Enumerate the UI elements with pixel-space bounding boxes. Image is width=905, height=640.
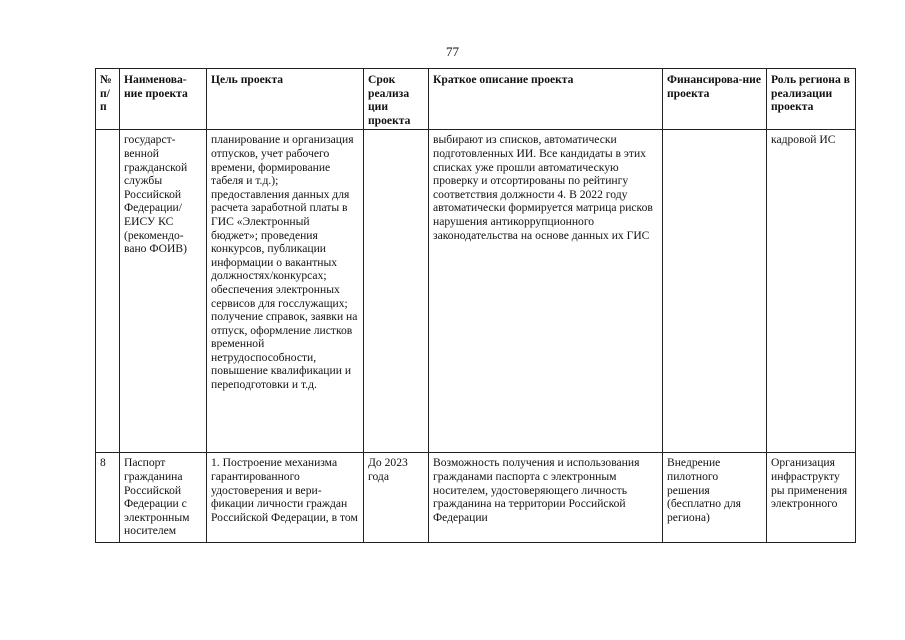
cell-project-term: До 2023 года bbox=[364, 453, 429, 543]
header-project-description: Краткое описание проекта bbox=[429, 69, 663, 130]
cell-number: 8 bbox=[96, 453, 120, 543]
table-header-row bbox=[96, 69, 856, 130]
header-number: № п/ п bbox=[96, 69, 120, 130]
header-project-goal: Цель проекта bbox=[207, 69, 364, 130]
cell-project-goal: 1. Построение механизма гарантированного удостоверения и вери-фикации личности граждан Российской Федерации, в том bbox=[207, 453, 364, 543]
page-number: 77 bbox=[446, 44, 459, 59]
header-region-role: Роль региона в реализации проекта bbox=[767, 69, 856, 130]
cell-project-goal: планирование и организация отпусков, учет рабочего времени, формирование табеля и т.д.); предоставления данных для расчета заработной платы в ГИС «Электронный бюджет»; проведения конкурсов, публикации информации о вакантных должностях/конкурсах; обеспечения электронных сервисов для госслужащих; получение справок, заявки на отпуск, оформление листков временной нетрудоспособности, повышение квалификации и переподготовки и т.д. bbox=[207, 130, 364, 453]
cell-project-description: выбирают из списков, автоматически подготовленных ИИ. Все кандидаты в этих списках уже прошли автоматическую проверку и отсортированы по рейтингу соответствия должности 4. В 2022 году автоматически формируется матрица рисков нарушения антикоррупционного законодательства на основе данных их ГИС bbox=[429, 130, 663, 453]
header-project-name: Наименова-ние проекта bbox=[120, 69, 207, 130]
table-row bbox=[96, 453, 856, 543]
header-project-financing: Финансирова-ние проекта bbox=[663, 69, 767, 130]
projects-table bbox=[95, 68, 856, 543]
cell-project-financing: Внедрение пилотного решения (бесплатно для региона) bbox=[663, 453, 767, 543]
cell-project-name: государст-венной гражданской службы Российской Федерации/ ЕИСУ КС (рекомендо-вано ФОИВ) bbox=[120, 130, 207, 453]
table-row bbox=[96, 130, 856, 453]
cell-region-role: Организация инфраструкту ры применения электронного bbox=[767, 453, 856, 543]
cell-project-financing bbox=[663, 130, 767, 453]
cell-region-role: кадровой ИС bbox=[767, 130, 856, 453]
cell-number bbox=[96, 130, 120, 453]
header-project-term: Срок реализа ции проекта bbox=[364, 69, 429, 130]
cell-project-name: Паспорт гражданина Российской Федерации с электронным носителем bbox=[120, 453, 207, 543]
cell-project-description: Возможность получения и использования гражданами паспорта с электронным носителем, удостоверяющего личность гражданина на территории Российской Федерации bbox=[429, 453, 663, 543]
cell-project-term bbox=[364, 130, 429, 453]
